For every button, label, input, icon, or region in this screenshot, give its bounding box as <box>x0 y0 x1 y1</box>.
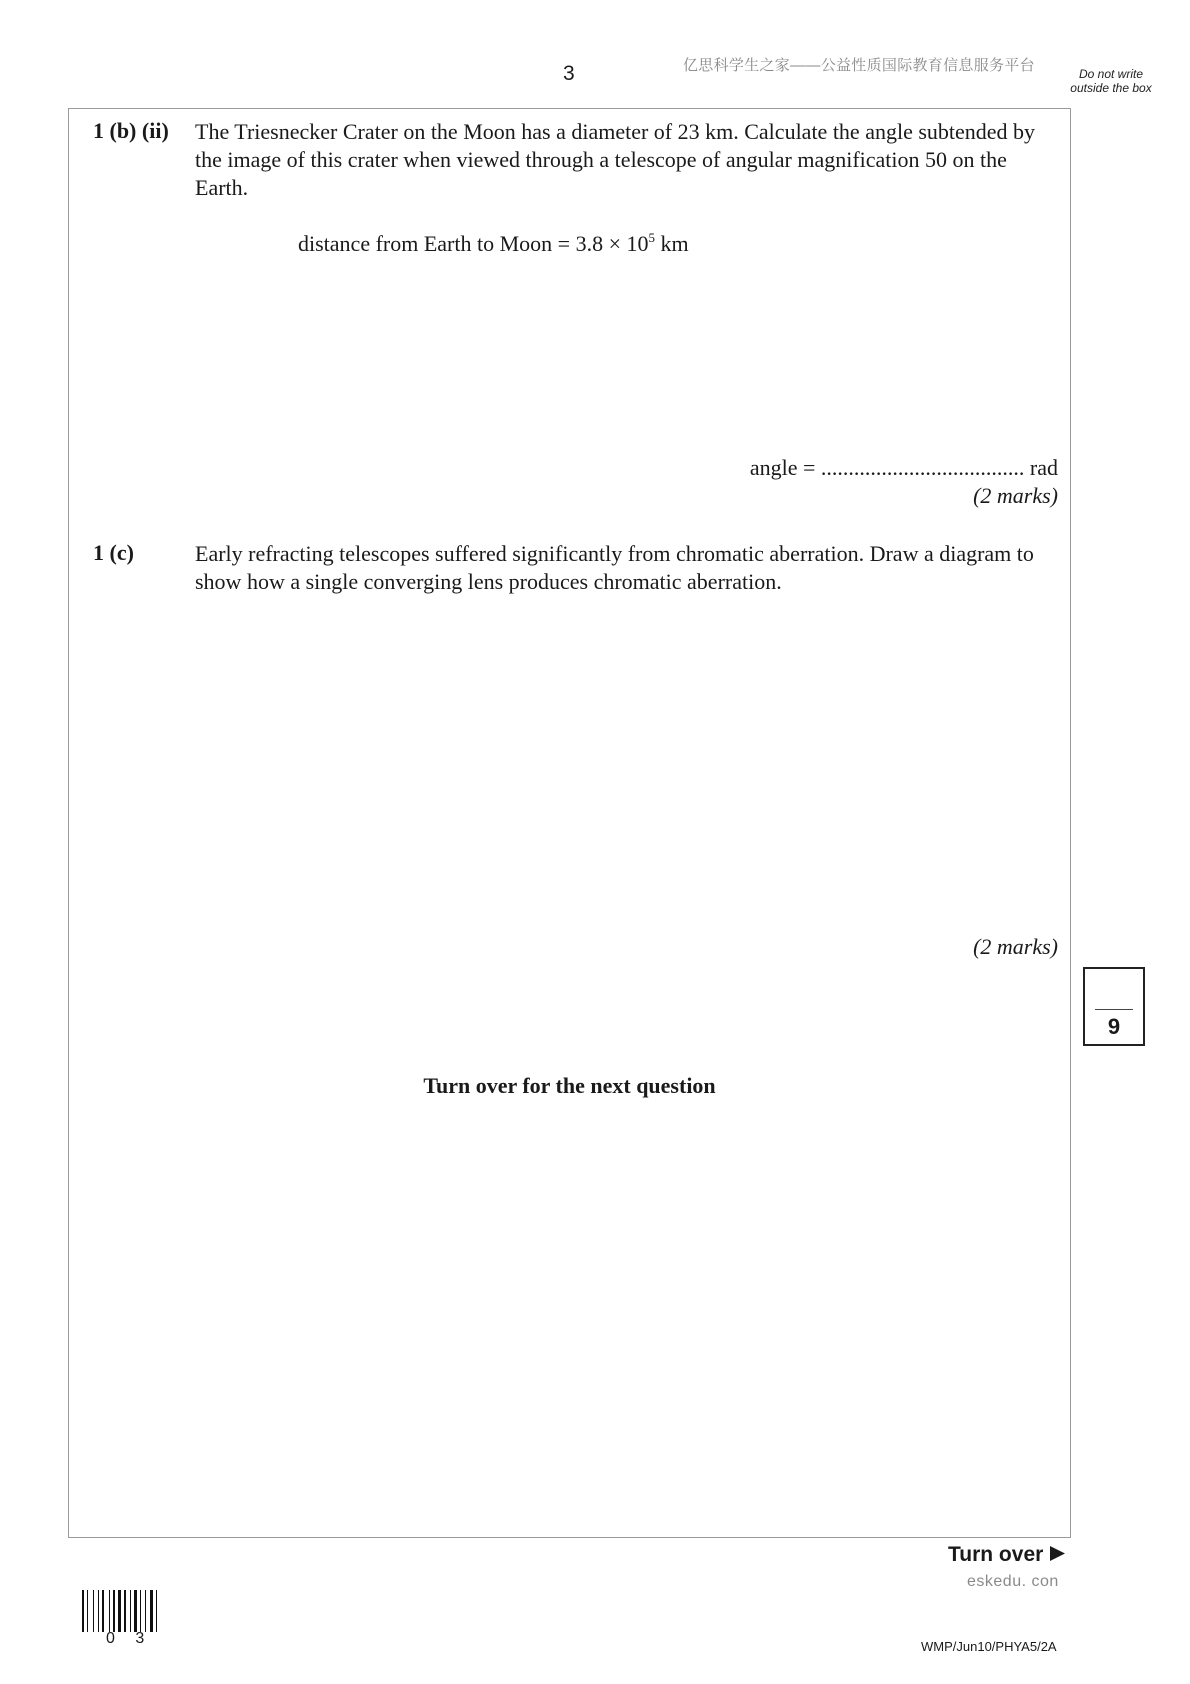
answer-dots: ..................................... <box>820 455 1025 480</box>
question-number-1bii: 1 (b) (ii) <box>93 118 169 143</box>
given-distance-label: distance from Earth to Moon = 3.8 × 10 <box>298 231 649 256</box>
question-number-1c: 1 (c) <box>93 540 134 565</box>
margin-note: Do not write outside the box <box>1070 67 1152 95</box>
question-text-1c: Early refracting telescopes suffered significantly from chromatic aberration. Draw a diagram to show how a single converging lens produces chromatic aberration. <box>195 541 1034 594</box>
score-box-line <box>1095 1009 1133 1010</box>
turn-over-text: Turn over <box>948 1543 1044 1566</box>
footer-watermark: eskedu. con <box>967 1573 1059 1590</box>
given-distance-unit: km <box>654 231 689 256</box>
score-box <box>1083 967 1145 1046</box>
score-value: 9 <box>1107 1014 1121 1039</box>
given-distance <box>298 230 689 257</box>
paper-reference: WMP/Jun10/PHYA5/2A <box>921 1639 1057 1654</box>
answer-unit: rad <box>1024 455 1058 480</box>
turn-over-label <box>948 1543 1066 1567</box>
answer-prefix: angle = <box>749 455 821 480</box>
header-watermark: 亿思科学生之家——公益性质国际教育信息服务平台 <box>683 57 1035 74</box>
page-number: 3 <box>563 62 575 85</box>
given-distance-exponent: 5 <box>648 230 655 245</box>
answer-line-angle <box>750 455 1058 481</box>
right-triangle-arrow-icon <box>1049 1545 1066 1562</box>
marks-1bii: (2 marks) <box>973 483 1058 508</box>
turn-over-instruction: Turn over for the next question <box>423 1073 716 1098</box>
question-text-1bii: The Triesnecker Crater on the Moon has a diameter of 23 km. Calculate the angle subtended by the image of this crater when viewed through a telescope of angular magnification 50 on the Earth. <box>195 119 1036 200</box>
barcode-digits: 0 3 <box>106 1630 153 1647</box>
barcode-icon <box>82 1590 178 1632</box>
marks-1c: (2 marks) <box>973 934 1058 959</box>
answer-frame <box>68 108 1071 1538</box>
